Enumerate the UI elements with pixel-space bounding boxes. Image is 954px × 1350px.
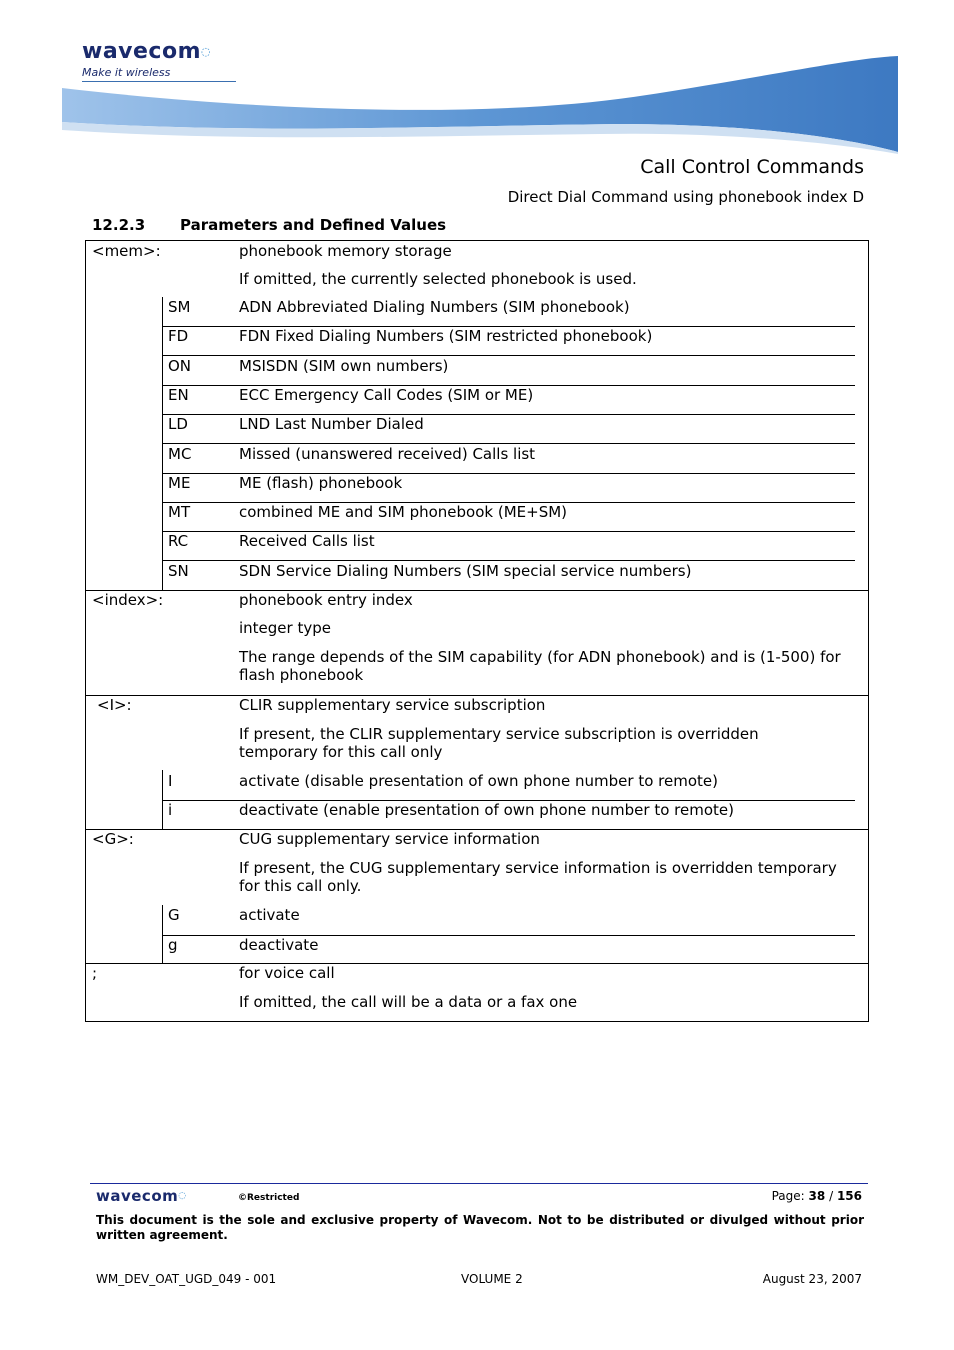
logo-underline bbox=[82, 81, 236, 82]
block-divider bbox=[86, 963, 868, 964]
param-desc-clir: CLIR supplementary service subscription bbox=[239, 696, 546, 714]
value-code: ME bbox=[168, 474, 191, 492]
page-current: 38 bbox=[808, 1189, 826, 1203]
value-desc: ADN Abbreviated Dialing Numbers (SIM phonebook) bbox=[239, 298, 630, 316]
value-desc: LND Last Number Dialed bbox=[239, 415, 424, 433]
page-separator: / bbox=[829, 1189, 834, 1203]
logo-swirl-icon: ◌ bbox=[201, 45, 212, 58]
param-desc-mem: phonebook memory storage bbox=[239, 242, 452, 260]
block-divider bbox=[86, 590, 868, 591]
param-note-clir: If present, the CLIR supplementary service subscription is overridden temporary for this call only bbox=[239, 725, 759, 761]
subtable-left-border bbox=[162, 905, 163, 963]
value-code: G bbox=[168, 906, 180, 924]
footer-logo-wordmark: wavecom bbox=[96, 1187, 179, 1205]
value-code: LD bbox=[168, 415, 188, 433]
subsection-heading bbox=[92, 216, 446, 234]
value-desc: combined ME and SIM phonebook (ME+SM) bbox=[239, 503, 568, 521]
value-code: FD bbox=[168, 327, 189, 345]
page-label: Page: bbox=[771, 1189, 805, 1203]
logo-tagline: Make it wireless bbox=[82, 66, 171, 79]
value-code: i bbox=[168, 801, 173, 819]
value-code: I bbox=[168, 772, 173, 790]
value-desc: Received Calls list bbox=[239, 532, 375, 550]
footer-rule bbox=[90, 1183, 868, 1184]
row-divider bbox=[162, 443, 855, 444]
param-note-cug: If present, the CUG supplementary service information is overridden temporary for this call only. bbox=[239, 859, 837, 895]
param-name-index: <index>: bbox=[92, 591, 164, 609]
value-code: MT bbox=[168, 503, 191, 521]
param-name-cug: <G>: bbox=[92, 830, 134, 848]
footer-doc-reference: WM_DEV_OAT_UGD_049 - 001 bbox=[96, 1272, 277, 1286]
value-desc: deactivate (enable presentation of own phone number to remote) bbox=[239, 801, 734, 819]
value-desc: deactivate bbox=[239, 936, 319, 954]
footer-date: August 23, 2007 bbox=[762, 1272, 862, 1286]
row-divider bbox=[162, 560, 855, 561]
footer-notice: This document is the sole and exclusive property of Wavecom. Not to be distributed or divulged without prior written agreement. bbox=[96, 1213, 864, 1242]
param-type-index: integer type bbox=[239, 619, 331, 637]
value-desc: SDN Service Dialing Numbers (SIM special service numbers) bbox=[239, 562, 692, 580]
logo-wordmark: wavecom bbox=[82, 39, 202, 64]
param-name-clir: <I>: bbox=[97, 696, 132, 714]
footer-restricted-label: ©Restricted bbox=[238, 1193, 300, 1203]
param-desc-cug: CUG supplementary service information bbox=[239, 830, 540, 848]
page-total: 156 bbox=[836, 1189, 862, 1203]
value-code: g bbox=[168, 936, 178, 954]
value-desc: FDN Fixed Dialing Numbers (SIM restricted phonebook) bbox=[239, 327, 653, 345]
footer-page-number bbox=[772, 1188, 862, 1204]
footer-volume: VOLUME 2 bbox=[461, 1272, 523, 1286]
param-note-mem: If omitted, the currently selected phonebook is used. bbox=[239, 270, 637, 288]
value-code: EN bbox=[168, 386, 189, 404]
footer-wavecom-logo bbox=[96, 1186, 187, 1206]
value-desc: ME (flash) phonebook bbox=[239, 474, 403, 492]
param-note-semicolon: If omitted, the call will be a data or a fax one bbox=[239, 993, 578, 1011]
value-desc: activate bbox=[239, 906, 300, 924]
value-desc: MSISDN (SIM own numbers) bbox=[239, 357, 449, 375]
value-code: MC bbox=[168, 445, 192, 463]
param-range-index: The range depends of the SIM capability (for ADN phonebook) and is (1-500) for flash phonebook bbox=[239, 648, 841, 684]
param-name-mem: <mem>: bbox=[92, 242, 161, 260]
param-desc-semicolon: for voice call bbox=[239, 964, 335, 982]
subsection-number: 12.2.3 bbox=[92, 216, 146, 234]
section-title: Direct Dial Command using phonebook index D bbox=[507, 188, 864, 206]
subsection-title: Parameters and Defined Values bbox=[180, 216, 447, 234]
footer-logo-swirl-icon: ◌ bbox=[178, 1191, 187, 1201]
param-name-semicolon: ; bbox=[92, 964, 98, 982]
value-desc: activate (disable presentation of own phone number to remote) bbox=[239, 772, 718, 790]
value-code: SM bbox=[168, 298, 191, 316]
row-divider bbox=[162, 355, 855, 356]
wavecom-logo bbox=[82, 40, 238, 80]
chapter-title: Call Control Commands bbox=[640, 156, 864, 178]
value-code: ON bbox=[168, 357, 192, 375]
value-code: SN bbox=[168, 562, 189, 580]
param-desc-index: phonebook entry index bbox=[239, 591, 413, 609]
parameters-table bbox=[85, 240, 869, 1022]
value-desc: Missed (unanswered received) Calls list bbox=[239, 445, 536, 463]
value-desc: ECC Emergency Call Codes (SIM or ME) bbox=[239, 386, 534, 404]
value-code: RC bbox=[168, 532, 189, 550]
